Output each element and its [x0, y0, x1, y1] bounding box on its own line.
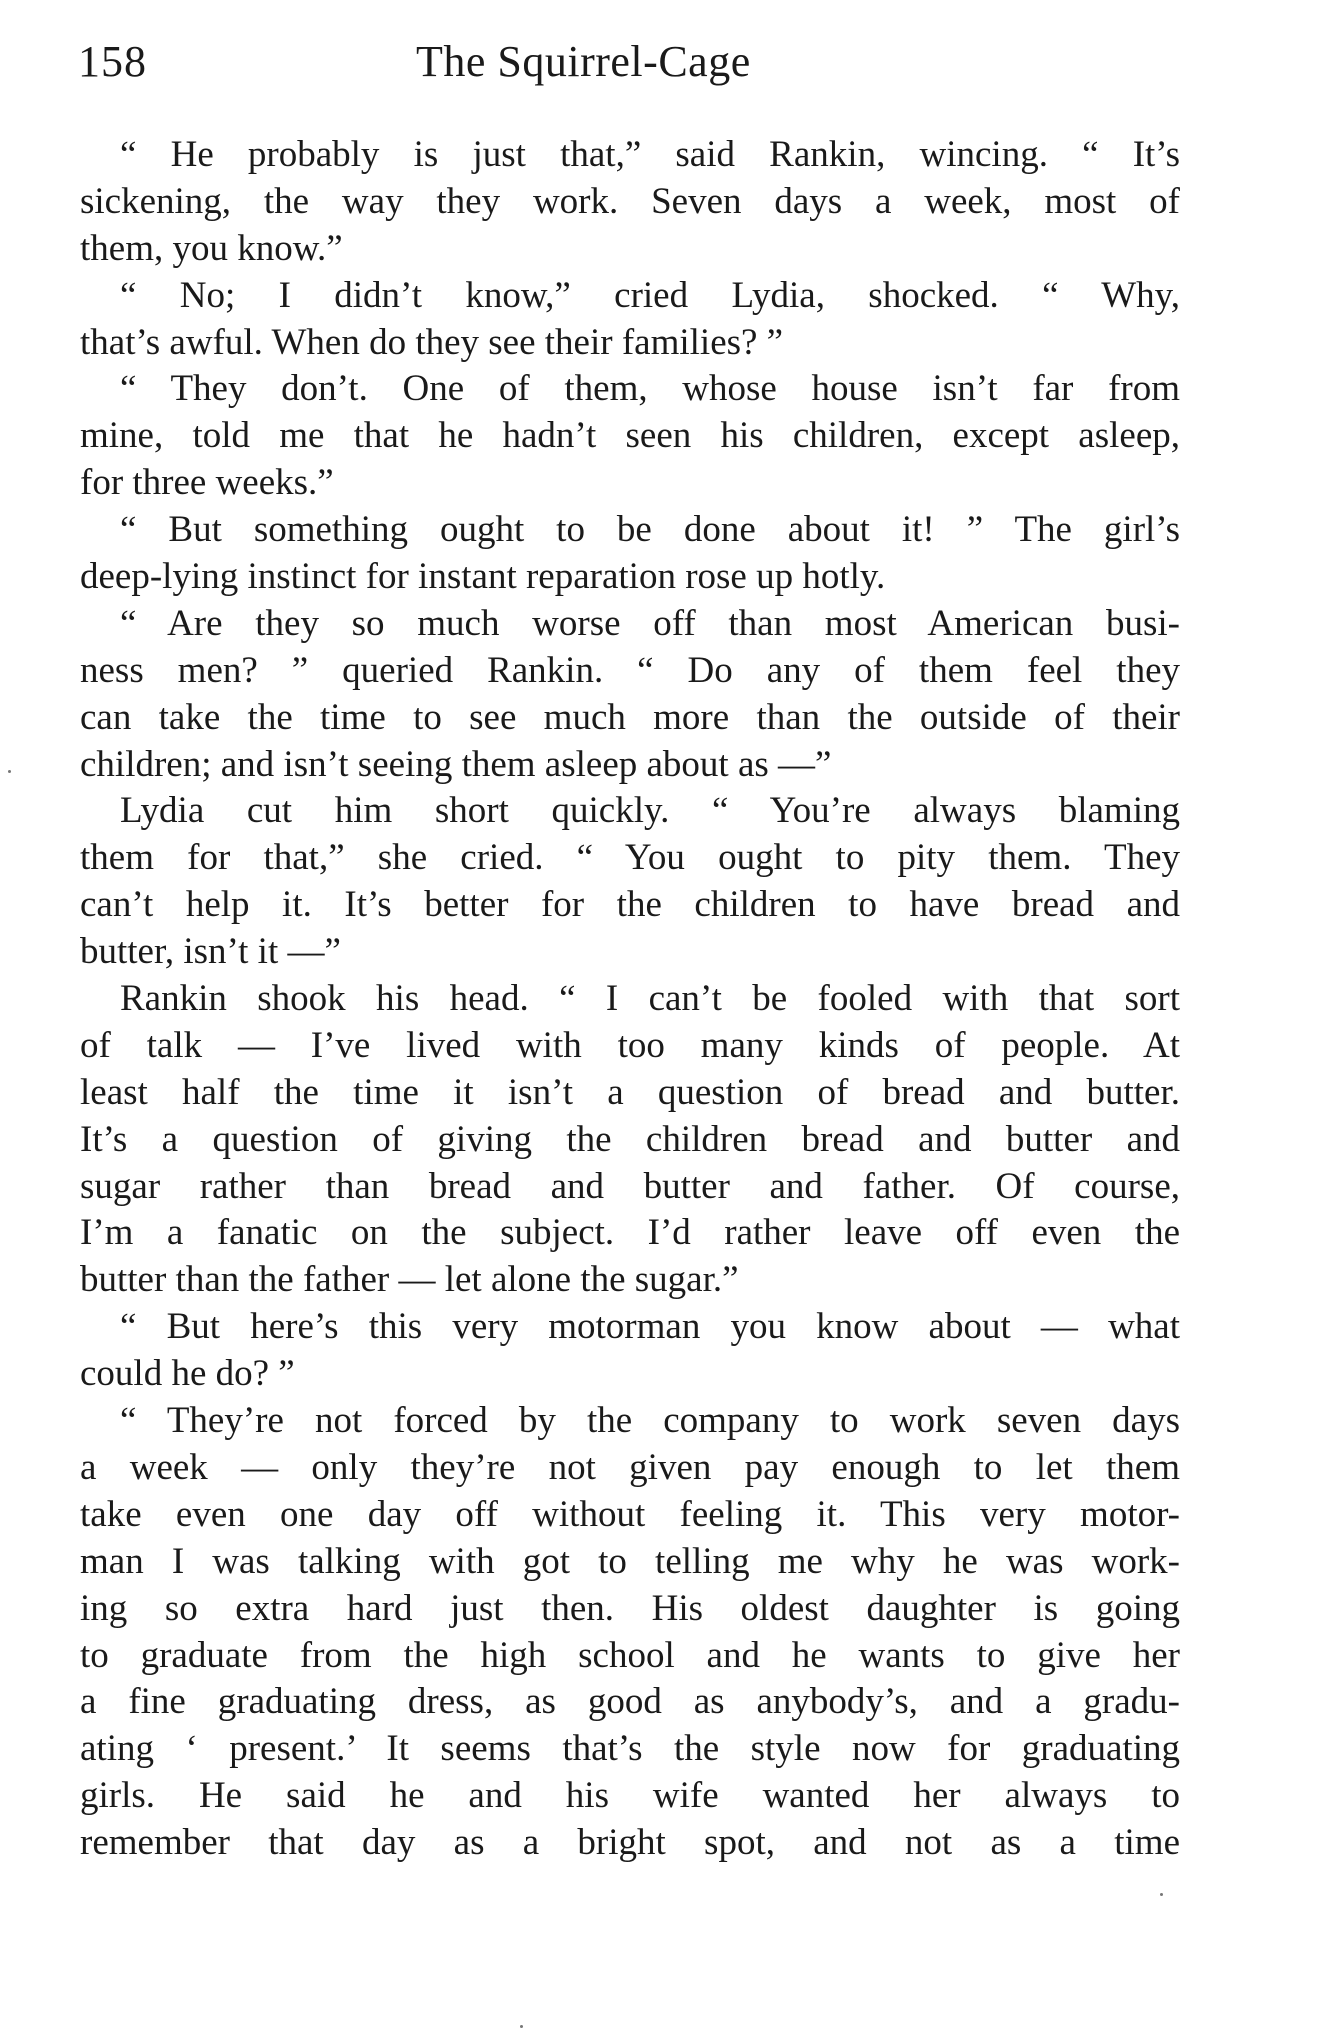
text-line: for three weeks.”	[80, 462, 334, 504]
text-line: “ But something ought to be done about it! ” The girl’s	[120, 509, 1180, 551]
text-line: ness men? ” queried Rankin. “ Do any of them feel they	[80, 649, 1180, 691]
running-head	[78, 36, 1178, 96]
text-line: deep-lying instinct for instant reparation rose up hotly.	[80, 556, 886, 598]
text-line: a week — only they’re not given pay enough to let them	[80, 1446, 1180, 1488]
text-line: mine, told me that he hadn’t seen his children, except asleep,	[80, 415, 1180, 457]
text-line: “ But here’s this very motorman you know about — what	[120, 1306, 1180, 1348]
text-line: ating ‘ present.’ It seems that’s the style now for graduating	[80, 1728, 1180, 1770]
text-line: Rankin shook his head. “ I can’t be fooled with that sort	[120, 978, 1180, 1020]
text-line: sickening, the way they work. Seven days a week, most of	[80, 180, 1180, 222]
text-line: take even one day off without feeling it. This very motor-	[80, 1493, 1180, 1535]
paper-speck	[8, 770, 11, 773]
text-line: I’m a fanatic on the subject. I’d rather leave off even the	[80, 1212, 1180, 1254]
page-number: 158	[78, 37, 147, 86]
text-line: “ Are they so much worse off than most American busi-	[120, 602, 1180, 644]
running-title: The Squirrel-Cage	[416, 37, 751, 86]
paper-speck	[1160, 1893, 1163, 1896]
text-line: a fine graduating dress, as good as anybody’s, and a gradu-	[80, 1681, 1180, 1723]
text-line: sugar rather than bread and butter and father. Of course,	[80, 1165, 1180, 1207]
text-line: of talk — I’ve lived with too many kinds of people. At	[80, 1024, 1180, 1066]
text-line: to graduate from the high school and he wants to give her	[80, 1634, 1180, 1676]
text-line: It’s a question of giving the children bread and butter and	[80, 1118, 1180, 1160]
text-line: “ They don’t. One of them, whose house isn’t far from	[120, 368, 1180, 410]
text-line: children; and isn’t seeing them asleep about as —”	[80, 743, 832, 785]
text-line: can’t help it. It’s better for the children to have bread and	[80, 884, 1180, 926]
text-line: remember that day as a bright spot, and not as a time	[80, 1822, 1180, 1864]
text-line: “ They’re not forced by the company to work seven days	[120, 1400, 1180, 1442]
text-line: ing so extra hard just then. His oldest daughter is going	[80, 1587, 1180, 1629]
paper-speck	[520, 2025, 523, 2028]
text-line: them for that,” she cried. “ You ought to pity them. They	[80, 837, 1180, 879]
text-line: butter, isn’t it —”	[80, 931, 341, 973]
text-line: Lydia cut him short quickly. “ You’re always blaming	[120, 790, 1180, 832]
text-line: that’s awful. When do they see their families? ”	[80, 321, 784, 363]
text-line: them, you know.”	[80, 227, 343, 269]
text-line: butter than the father — let alone the sugar.”	[80, 1259, 739, 1301]
text-line: least half the time it isn’t a question of bread and butter.	[80, 1071, 1180, 1113]
text-line: can take the time to see much more than the outside of their	[80, 696, 1180, 738]
body-text	[80, 132, 1180, 1867]
text-line: “ No; I didn’t know,” cried Lydia, shocked. “ Why,	[120, 274, 1180, 316]
text-line: “ He probably is just that,” said Rankin, wincing. “ It’s	[120, 134, 1180, 175]
text-line: could he do? ”	[80, 1353, 295, 1395]
text-line: man I was talking with got to telling me why he was work-	[80, 1540, 1180, 1582]
text-line: girls. He said he and his wife wanted her always to	[80, 1775, 1180, 1817]
